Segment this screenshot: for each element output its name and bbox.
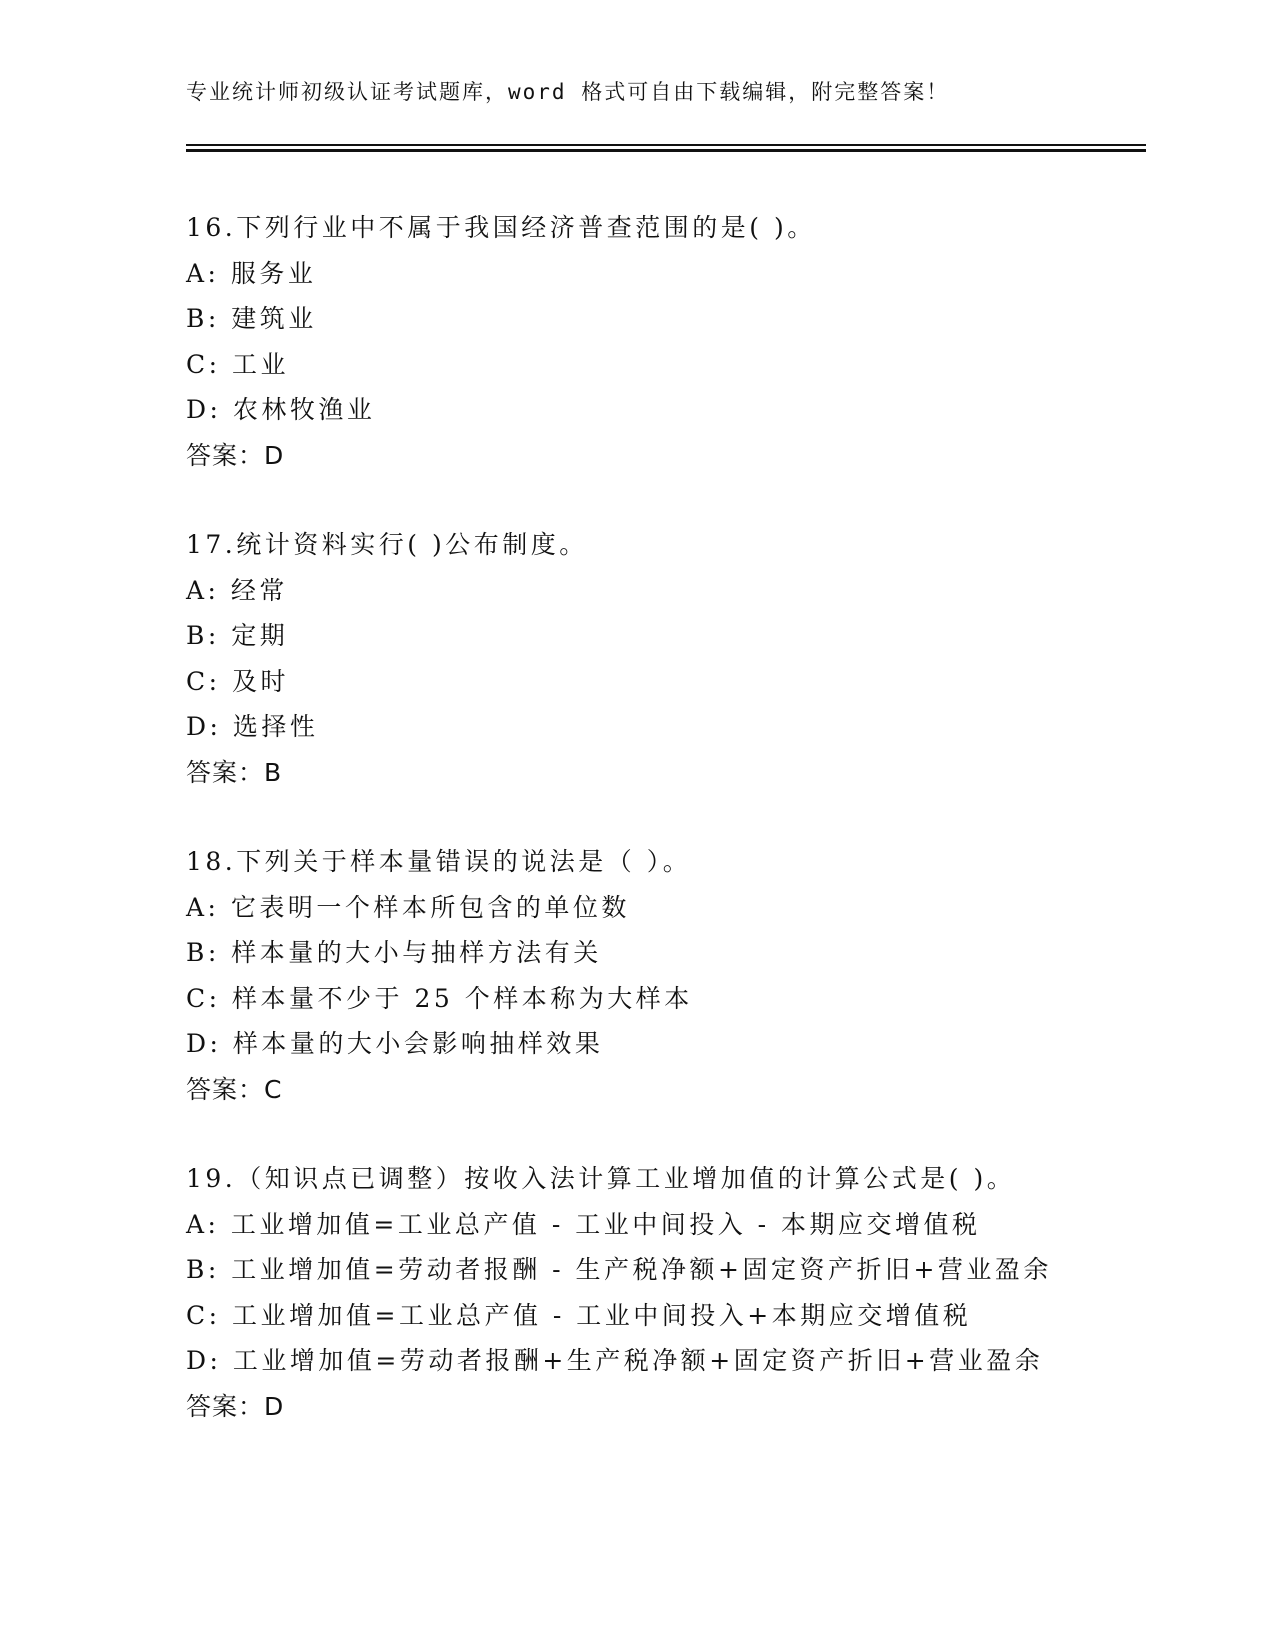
question-19 — [186, 1156, 1146, 1429]
option-d: D: 样本量的大小会影响抽样效果 — [186, 1029, 604, 1058]
question-16 — [186, 205, 1146, 478]
option-a: A: 服务业 — [186, 258, 317, 288]
option-a: A: 经常 — [186, 575, 288, 605]
option-c: C: 工业 — [186, 349, 289, 379]
option-c: C: 及时 — [186, 666, 289, 696]
answer: 答案：D — [186, 1391, 285, 1421]
option-b: B: 样本量的大小与抽样方法有关 — [186, 938, 602, 967]
header-divider-thick — [186, 149, 1146, 152]
option-b: B: 建筑业 — [186, 304, 317, 333]
question-stem: 16.下列行业中不属于我国经济普查范围的是( )。 — [186, 213, 816, 242]
option-d: D: 农林牧渔业 — [186, 395, 376, 424]
question-stem: 18.下列关于样本量错误的说法是（ ）。 — [186, 847, 692, 876]
answer: 答案：C — [186, 1074, 283, 1104]
option-d: D: 选择性 — [186, 712, 319, 741]
option-b: B: 工业增加值=劳动者报酬 - 生产税净额+固定资产折旧+营业盈余 — [186, 1255, 1052, 1284]
option-a: A: 它表明一个样本所包含的单位数 — [186, 892, 630, 922]
answer: 答案：B — [186, 757, 283, 787]
page-header: 专业统计师初级认证考试题库，word 格式可自由下载编辑，附完整答案！ — [186, 80, 950, 104]
header-divider-thin — [186, 144, 1146, 146]
option-c: C: 样本量不少于 25 个样本称为大样本 — [186, 983, 693, 1013]
question-17 — [186, 522, 1146, 795]
question-list — [186, 205, 1146, 1473]
question-18 — [186, 839, 1146, 1112]
option-a: A: 工业增加值=工业总产值 - 工业中间投入 - 本期应交增值税 — [186, 1209, 981, 1239]
option-c: C: 工业增加值=工业总产值 - 工业中间投入+本期应交增值税 — [186, 1300, 972, 1330]
answer: 答案：D — [186, 440, 285, 470]
question-stem: 19.（知识点已调整）按收入法计算工业增加值的计算公式是( )。 — [186, 1164, 1016, 1193]
option-b: B: 定期 — [186, 621, 289, 650]
question-stem: 17.统计资料实行( )公布制度。 — [186, 530, 588, 559]
option-d: D: 工业增加值=劳动者报酬+生产税净额+固定资产折旧+营业盈余 — [186, 1346, 1044, 1375]
